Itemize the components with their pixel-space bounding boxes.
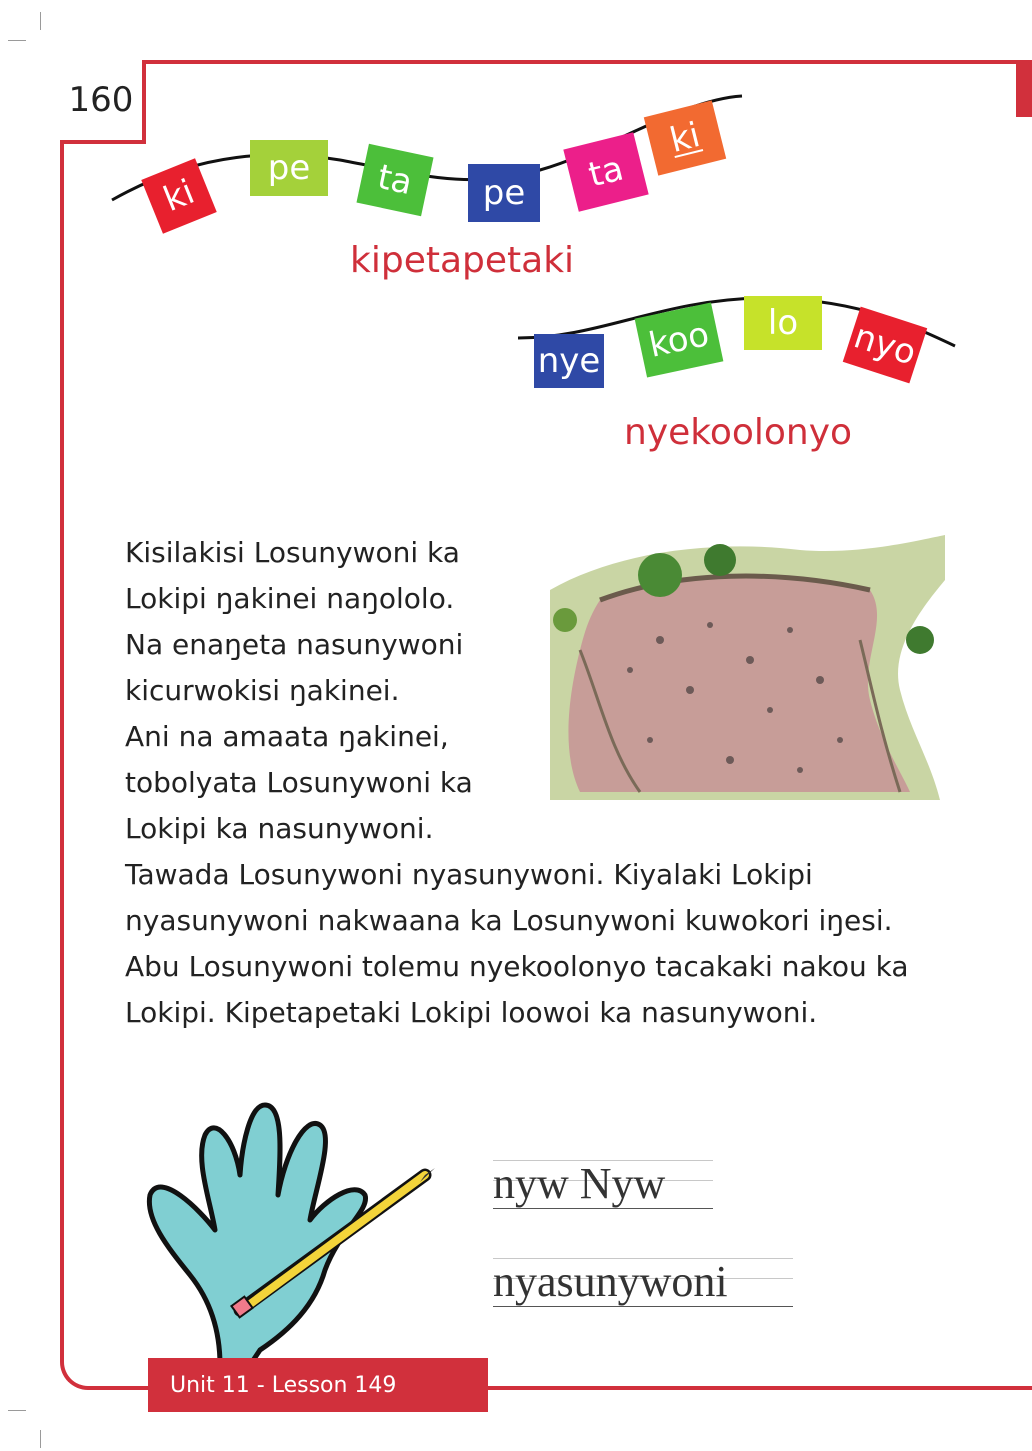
syllable-label: pe [482, 173, 526, 213]
crop-mark-bl-v [40, 1430, 41, 1448]
story-line: Kisilakisi Losunywoni ka [125, 536, 460, 569]
story-line: Ani na amaata ŋakinei, [125, 720, 449, 753]
syllable-label: lo [767, 303, 799, 343]
story-line: nyasunywoni nakwaana ka Losunywoni kuwokori iŋesi. [125, 904, 893, 937]
syllable-flag [744, 296, 822, 350]
syllable-label: nyo [849, 316, 921, 374]
crop-mark-bl-h [8, 1410, 26, 1411]
syllable-label: ta [374, 156, 416, 204]
practice-letters-text: nyw Nyw [493, 1159, 666, 1208]
story-line: Tawada Losunywoni nyasunywoni. Kiyalaki Lokipi [125, 858, 813, 891]
syllable-label: ki [157, 172, 200, 221]
hand-with-pencil-icon [140, 1100, 440, 1370]
banner-word-2 [624, 412, 852, 453]
story-line: tobolyata Losunywoni ka [125, 766, 473, 799]
syllable-flag [534, 334, 604, 388]
story-line: Lokipi ŋakinei naŋololo. [125, 582, 455, 615]
story-line: Lokipi ka nasunywoni. [125, 812, 434, 845]
story-line: Lokipi. Kipetapetaki Lokipi loowoi ka nasunywoni. [125, 996, 818, 1029]
lesson-footer [148, 1358, 488, 1412]
lesson-label: Unit 11 - Lesson 149 [170, 1372, 397, 1398]
story-line: kicurwokisi ŋakinei. [125, 674, 400, 707]
story-line: Abu Losunywoni tolemu nyekoolonyo tacakaki nakou ka [125, 950, 909, 983]
practice-word-text: nyasunywoni [493, 1257, 728, 1306]
syllable-flag [468, 164, 540, 222]
syllable-label: ki [666, 115, 704, 161]
syllable-flag [250, 140, 328, 196]
banner-string-1 [0, 0, 1032, 460]
syllable-label: ta [584, 148, 628, 196]
practice-letters [493, 1158, 713, 1218]
banner-word-1 [350, 240, 574, 281]
page-number: 160 [60, 60, 146, 144]
word-text: kipetapetaki [350, 240, 575, 281]
story-line: Na enaŋeta nasunywoni [125, 628, 464, 661]
practice-word [493, 1256, 793, 1316]
syllable-label: nye [537, 341, 601, 381]
syllable-label: koo [645, 314, 713, 366]
word-text: nyekoolonyo [624, 412, 853, 453]
riverbed-illustration [540, 530, 950, 805]
syllable-label: pe [267, 148, 311, 188]
